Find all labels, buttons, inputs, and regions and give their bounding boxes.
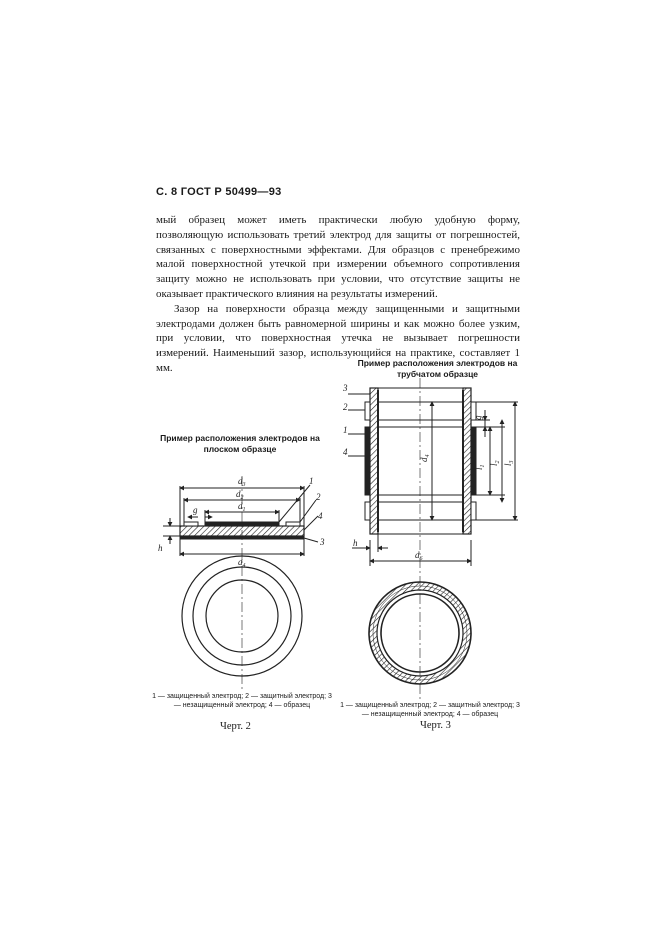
fig2-num-1: 1: [309, 476, 314, 486]
figure2-legend: 1 — защищенный электрод; 2 — защитный электрод; 3 — незащищенный электрод; 4 — образец: [152, 693, 332, 709]
fig3-num-4: 4: [343, 447, 348, 457]
fig3-num-2: 2: [343, 402, 348, 412]
fig3-label-g: g: [473, 415, 483, 420]
page-header: С. 8 ГОСТ Р 50499—93: [156, 186, 282, 198]
fig3-num-3: 3: [343, 383, 348, 393]
fig3-label-d6: $d_6$: [415, 550, 423, 562]
fig2-label-d1: $d_1$: [238, 501, 246, 513]
fig3-guard-top-left: [365, 402, 370, 420]
fig3-label-h: h: [353, 538, 358, 548]
fig3-guard-bot-right: [471, 502, 476, 520]
fig3-label-l2: $l_2$: [489, 460, 501, 466]
fig2-label-d3: $d_3$: [238, 476, 246, 488]
paragraph-1: мый образец может иметь практически любую удобную форму, позволяющую использовать третий электрод для защиты от погрешностей, связанных с поверхностными эффектами. Для образцов с пренебрежимо малой поверхностной утечкой при измерении объемного сопротивления защиту можно не использовать при условии, что отсутствие защиты не оказывает практического влияния на результаты измерений.: [156, 214, 520, 300]
fig3-label-d4: $d_4$: [419, 454, 431, 462]
fig3-guard-bot-left: [365, 502, 370, 520]
fig2-guard-right: [286, 522, 300, 526]
fig3-num-1: 1: [343, 425, 348, 435]
figure3-legend: 1 — защищенный электрод; 2 — защитный электрод; 3 — незащищенный электрод; 4 — образец: [340, 702, 520, 718]
fig2-label-d2: $d_2$: [236, 489, 244, 501]
figure3-drawing: [348, 378, 518, 700]
paragraph-2: Зазор на поверхности образца между защищенными и защитными электродами должен быть равномерной ширины и как можно более узким, при условии, что поверхностная утечка не вызывает погрешности измерений. Наименьший зазор, использующийся на практике, составляет 1 мм.: [156, 302, 520, 374]
fig2-num-3: 3: [320, 537, 325, 547]
figure3-label: Черт. 3: [420, 720, 451, 731]
fig2-label-h: h: [158, 543, 163, 553]
fig2-label-d4: $d_4$: [238, 557, 246, 569]
fig3-label-l1: $l_1$: [474, 464, 486, 470]
fig3-guarded-right: [471, 427, 476, 495]
figure2-title: Пример расположения электродов на плоском образце: [160, 433, 320, 454]
fig3-label-l3: $l_3$: [503, 460, 515, 466]
fig3-guarded-left: [365, 427, 370, 495]
fig2-num-2: 2: [316, 492, 321, 502]
figure2-label: Черт. 2: [220, 721, 251, 732]
fig2-label-g: g: [193, 505, 198, 515]
fig3-wall-left: [370, 388, 378, 534]
fig2-num-4: 4: [318, 511, 323, 521]
fig3-wall-right: [463, 388, 471, 534]
figure3-title: Пример расположения электродов на трубчатом образце: [357, 358, 518, 379]
fig2-guard-left: [184, 522, 198, 526]
